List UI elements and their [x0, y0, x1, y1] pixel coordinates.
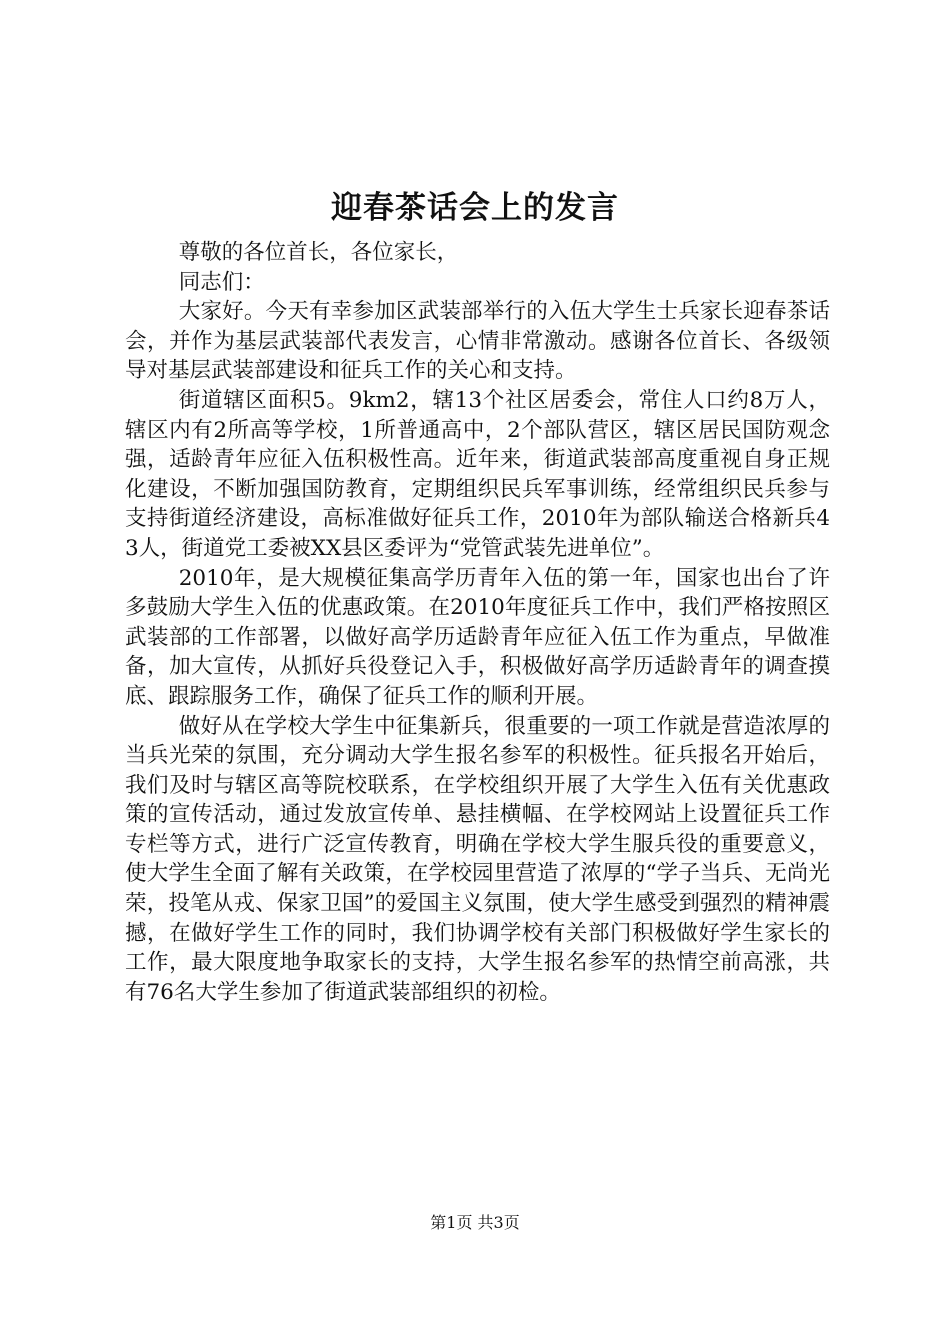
salutation-line-2: 同志们： [178, 269, 265, 295]
document-title: 迎春茶话会上的发言 [331, 190, 619, 226]
salutation-line-1: 尊敬的各位首长，各位家长， [178, 240, 459, 265]
paragraph-district-overview: 街道辖区面积5。9km2，辖13个社区居委会，常住人口约8万人，辖区内有2所高等学校，1所普通高中，2个部队营区，辖区居民国防观念强，适龄青年应征入伍积极性高。近年来，街道武装部高度重视自身正规化建设，不断加强国防教育，定期组织民兵军事训练，经常组织民兵参与支持街道经济建设，高标准做好征兵工作，2010年为部队输送合格新兵43人，街道党工委被XX县区委评为“党管武装先进单位”。 [125, 387, 830, 561]
paragraph-campus-campaign: 做好从在学校大学生中征集新兵，很重要的一项工作就是营造浓厚的当兵光荣的氛围，充分调动大学生报名参军的积极性。征兵报名开始后，我们及时与辖区高等院校联系，在学校组织开展了大学生入伍有关优惠政策的宣传活动，通过发放宣传单、悬挂横幅、在学校网站上设置征兵工作专栏等方式，进行广泛宣传教育，明确在学校大学生服兵役的重要意义，使大学生全面了解有关政策，在学校园里营造了浓厚的“学子当兵、无尚光荣，投笔从戎、保家卫国”的爱国主义氛围，使大学生感受到强烈的精神震撼，在做好学生工作的同时，我们协调学校有关部门积极做好学生家长的工作，最大限度地争取家长的支持，大学生报名参军的热情空前高涨，共有76名大学生参加了街道武装部组织的初检。 [125, 713, 830, 1005]
document-body [125, 238, 830, 1007]
paragraph-2010-recruitment: 2010年，是大规模征集高学历青年入伍的第一年，国家也出台了许多鼓励大学生入伍的优惠政策。在2010年度征兵工作中，我们严格按照区武装部的工作部署，以做好高学历适龄青年应征入伍工作为重点，早做准备，加大宣传，从抓好兵役登记入手，积极做好高学历适龄青年的调查摸底、跟踪服务工作，确保了征兵工作的顺利开展。 [125, 565, 830, 709]
page-number: 第1页 共3页 [430, 1213, 520, 1232]
paragraph-greeting: 大家好。今天有幸参加区武装部举行的入伍大学生士兵家长迎春茶话会，并作为基层武装部代表发言，心情非常激动。感谢各位首长、各级领导对基层武装部建设和征兵工作的关心和支持。 [125, 299, 830, 384]
